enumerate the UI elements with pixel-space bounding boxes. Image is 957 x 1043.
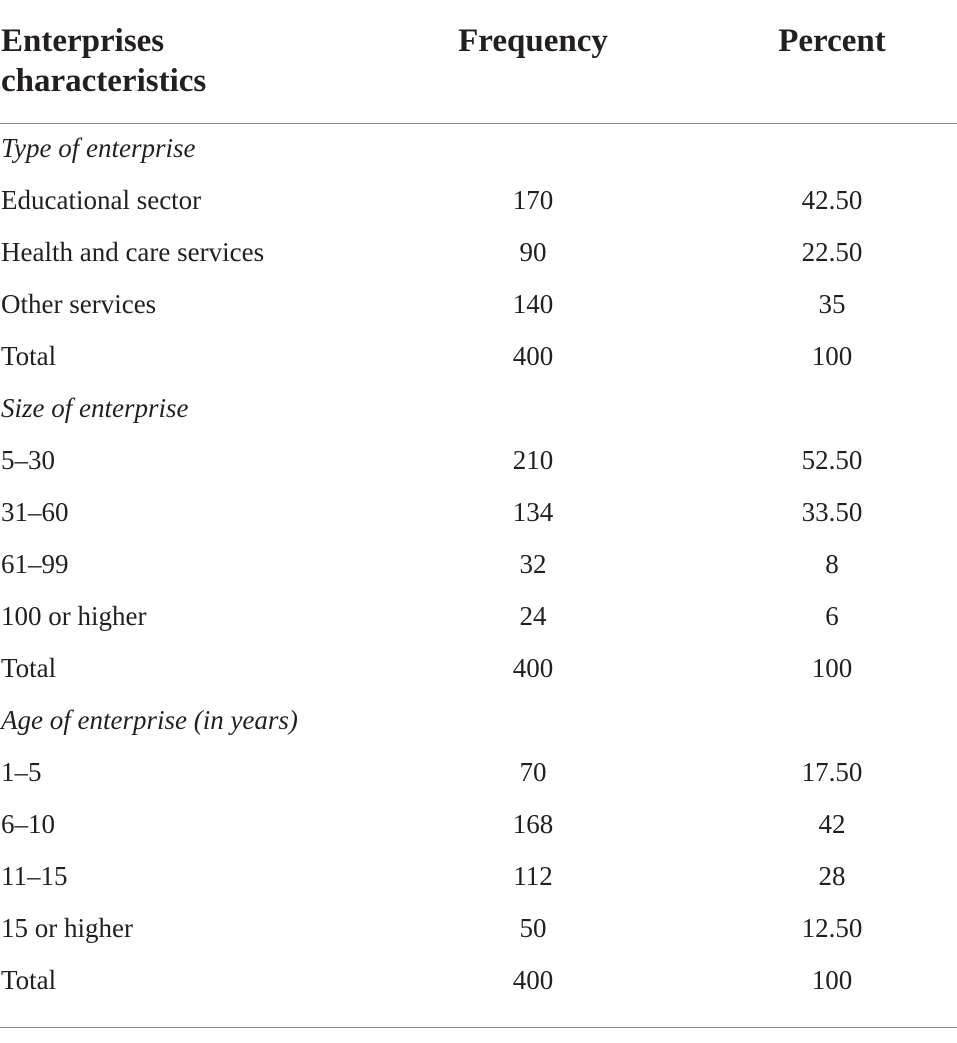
row-label: 100 or higher (1, 601, 147, 631)
table-row (0, 540, 957, 592)
row-label: 1–5 (1, 757, 42, 787)
row-label: 61–99 (1, 549, 69, 579)
frequency-cell: 210 (512, 445, 554, 475)
table-header (0, 0, 957, 124)
frequency-cell: 400 (512, 653, 554, 683)
frequency-cell: 400 (512, 341, 554, 371)
percent-cell: 6 (825, 601, 839, 631)
row-label: 11–15 (1, 861, 68, 891)
percent-cell: 100 (811, 341, 853, 371)
percent-cell: 22.50 (801, 237, 863, 267)
row-label: 15 or higher (1, 913, 133, 943)
percent-cell: 33.50 (801, 497, 863, 527)
table-row (0, 176, 957, 228)
frequency-cell: 90 (519, 237, 547, 267)
percent-cell: 12.50 (801, 913, 863, 943)
row-label: 5–30 (1, 445, 55, 475)
frequency-cell: 70 (519, 757, 547, 787)
section-row (0, 696, 957, 748)
header-frequency: Frequency (458, 23, 608, 59)
frequency-cell: 168 (512, 809, 554, 839)
row-label: 31–60 (1, 497, 69, 527)
row-label: Educational sector (1, 185, 202, 215)
row-label: Total (1, 653, 57, 683)
section-label: Size of enterprise (1, 393, 189, 423)
header-col1-line2: characteristics (1, 63, 207, 99)
frequency-cell: 134 (512, 497, 554, 527)
percent-cell: 8 (825, 549, 839, 579)
table-row (0, 956, 957, 1008)
header-enterprises-characteristics (1, 21, 206, 101)
frequency-cell: 24 (519, 601, 547, 631)
frequency-cell: 50 (519, 913, 547, 943)
frequency-cell: 170 (512, 185, 554, 215)
table-row (0, 488, 957, 540)
table-row (0, 228, 957, 280)
header-percent: Percent (778, 23, 886, 59)
percent-cell: 100 (811, 653, 853, 683)
row-label: Other services (1, 289, 157, 319)
frequency-cell: 400 (512, 965, 554, 995)
percent-cell: 52.50 (801, 445, 863, 475)
row-label: 6–10 (1, 809, 55, 839)
section-row (0, 124, 957, 176)
percent-cell: 100 (811, 965, 853, 995)
header-col1-line1: Enterprises (1, 23, 165, 59)
table-row (0, 592, 957, 644)
table-row (0, 644, 957, 696)
table-body (0, 124, 957, 1008)
frequency-cell: 32 (519, 549, 547, 579)
row-label: Total (1, 341, 57, 371)
table-row (0, 332, 957, 384)
section-row (0, 384, 957, 436)
row-label: Total (1, 965, 57, 995)
percent-cell: 28 (818, 861, 846, 891)
frequency-cell: 112 (513, 861, 553, 891)
table-row (0, 748, 957, 800)
section-label: Type of enterprise (1, 133, 196, 163)
table-row (0, 436, 957, 488)
table-row (0, 852, 957, 904)
table-row (0, 904, 957, 956)
percent-cell: 42.50 (801, 185, 863, 215)
bottom-rule (0, 1027, 957, 1028)
frequency-cell: 140 (512, 289, 554, 319)
table-row (0, 800, 957, 852)
percent-cell: 35 (818, 289, 846, 319)
percent-cell: 42 (818, 809, 846, 839)
section-label: Age of enterprise (in years) (1, 705, 298, 735)
percent-cell: 17.50 (801, 757, 863, 787)
table-row (0, 280, 957, 332)
row-label: Health and care services (1, 237, 265, 267)
